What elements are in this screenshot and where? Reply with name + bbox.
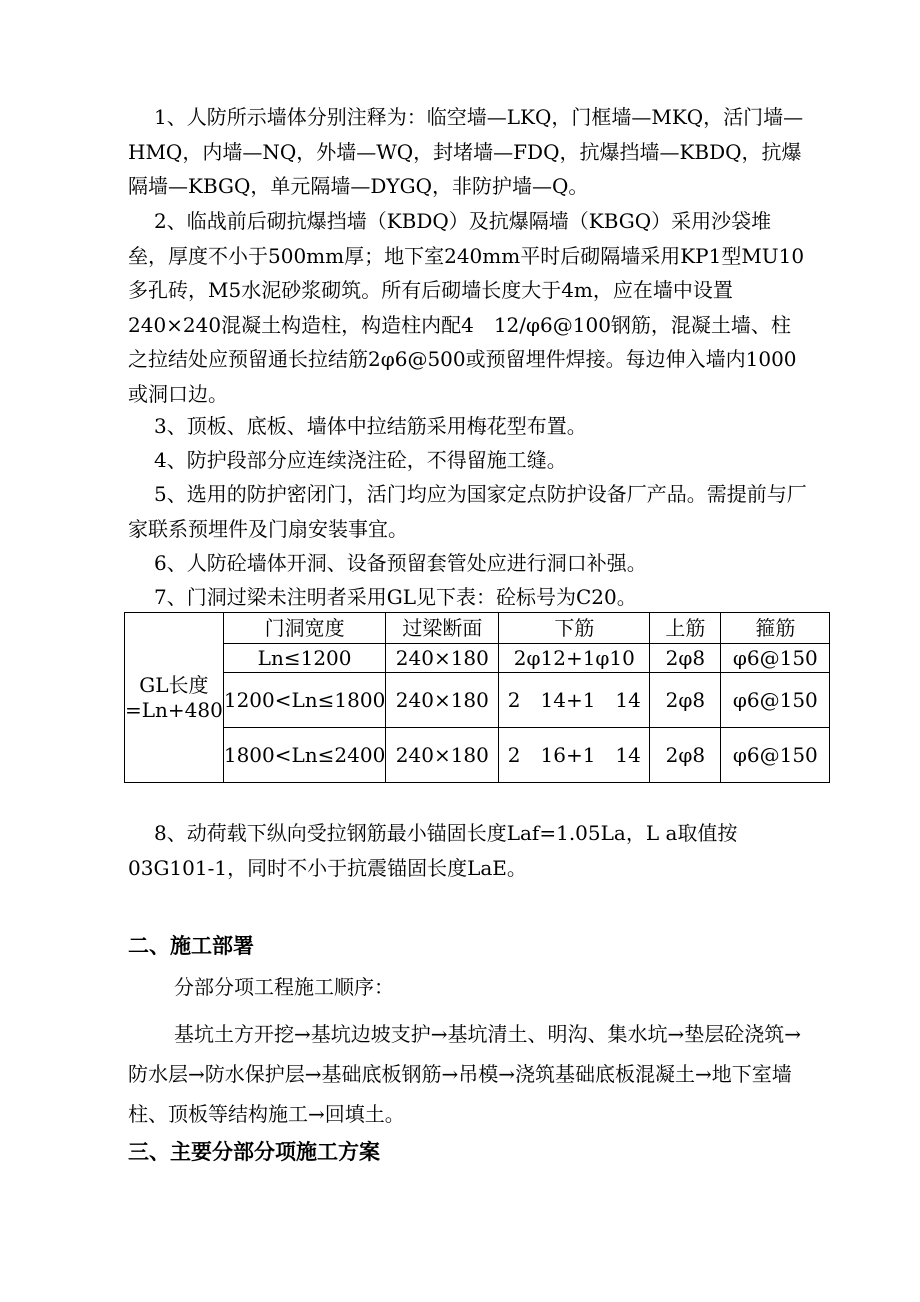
table-cell: 2φ12+1φ10 bbox=[499, 644, 650, 673]
construction-sequence: 基坑土方开挖→基坑边坡支护→基坑清土、明沟、集水坑→垫层砼浇筑→防水层→防水保护层→基础底板钢筋→吊模→浇筑基础底板混凝土→地下室墙柱、顶板等结构施工→回填土。 bbox=[128, 1022, 802, 1126]
table-header: 箍筋 bbox=[721, 613, 830, 644]
table-cell: φ6@150 bbox=[721, 673, 830, 728]
table-cell: φ6@150 bbox=[721, 728, 830, 783]
note-1: 1、人防所示墙体分别注释为：临空墙—LKQ，门框墙—MKQ，活门墙—HMQ，内墙—NQ，外墙—WQ，封堵墙—FDQ，抗爆挡墙—KBDQ，抗爆隔墙—KBGQ，单元隔墙—DYGQ，非防护墙—Q。 bbox=[128, 105, 804, 198]
table-cell: 2φ8 bbox=[650, 644, 721, 673]
table-header: 过梁断面 bbox=[386, 613, 499, 644]
table-header-row bbox=[125, 613, 830, 644]
note-7: 7、门洞过梁未注明者采用GL见下表：砼标号为C20。 bbox=[154, 585, 637, 609]
table-cell: 240×180 bbox=[386, 673, 499, 728]
table-cell: φ6@150 bbox=[721, 644, 830, 673]
note-4: 4、防护段部分应连续浇注砼，不得留施工缝。 bbox=[154, 448, 567, 472]
note-2: 2、临战前后砌抗爆挡墙（KBDQ）及抗爆隔墙（KBGQ）采用沙袋堆垒，厚度不小于500mm厚；地下室240mm平时后砌隔墙采用KP1型MU10多孔砖，M5水泥砂浆砌筑。所有后砌墙长度大于4m，应在墙中设置240×240混凝土构造柱，构造柱内配4 12/φ6@100钢筋，混凝土墙、柱之拉结处应预留通长拉结筋2φ6@500或预留埋件焊接。每边伸入墙内1000或洞口边。 bbox=[128, 209, 805, 406]
note-3: 3、顶板、底板、墙体中拉结筋采用梅花型布置。 bbox=[154, 414, 587, 438]
table-header: 上筋 bbox=[650, 613, 721, 644]
table-row bbox=[125, 644, 830, 673]
table-cell: 240×180 bbox=[386, 728, 499, 783]
table-header: 下筋 bbox=[499, 613, 650, 644]
section-heading-2: 二、施工部署 bbox=[128, 933, 254, 958]
table-cell: 2 16+1 14 bbox=[499, 728, 650, 783]
note-8: 8、动荷载下纵向受拉钢筋最小锚固长度Laf=1.05La，L a取值按03G101-1，同时不小于抗震锚固长度LaE。 bbox=[128, 821, 738, 880]
table-cell: 1200<Ln≤1800 bbox=[223, 673, 385, 728]
table-row bbox=[125, 728, 830, 783]
table-cell: Ln≤1200 bbox=[223, 644, 385, 673]
table-cell: 2φ8 bbox=[650, 673, 721, 728]
section-subheading: 分部分项工程施工顺序： bbox=[174, 975, 394, 999]
table-row bbox=[125, 673, 830, 728]
note-5: 5、选用的防护密闭门，活门均应为国家定点防护设备厂产品。需提前与厂家联系预埋件及门扇安装事宜。 bbox=[128, 482, 807, 541]
table-cell: 1800<Ln≤2400 bbox=[223, 728, 385, 783]
table-row-label: GL长度=Ln+480 bbox=[125, 613, 224, 783]
section-heading-3: 三、主要分部分项施工方案 bbox=[128, 1139, 380, 1164]
lintel-table bbox=[124, 612, 830, 783]
table-header: 门洞宽度 bbox=[223, 613, 385, 644]
note-6: 6、人防砼墙体开洞、设备预留套管处应进行洞口补强。 bbox=[154, 551, 647, 575]
table-cell: 2φ8 bbox=[650, 728, 721, 783]
table-cell: 2 14+1 14 bbox=[499, 673, 650, 728]
table-cell: 240×180 bbox=[386, 644, 499, 673]
